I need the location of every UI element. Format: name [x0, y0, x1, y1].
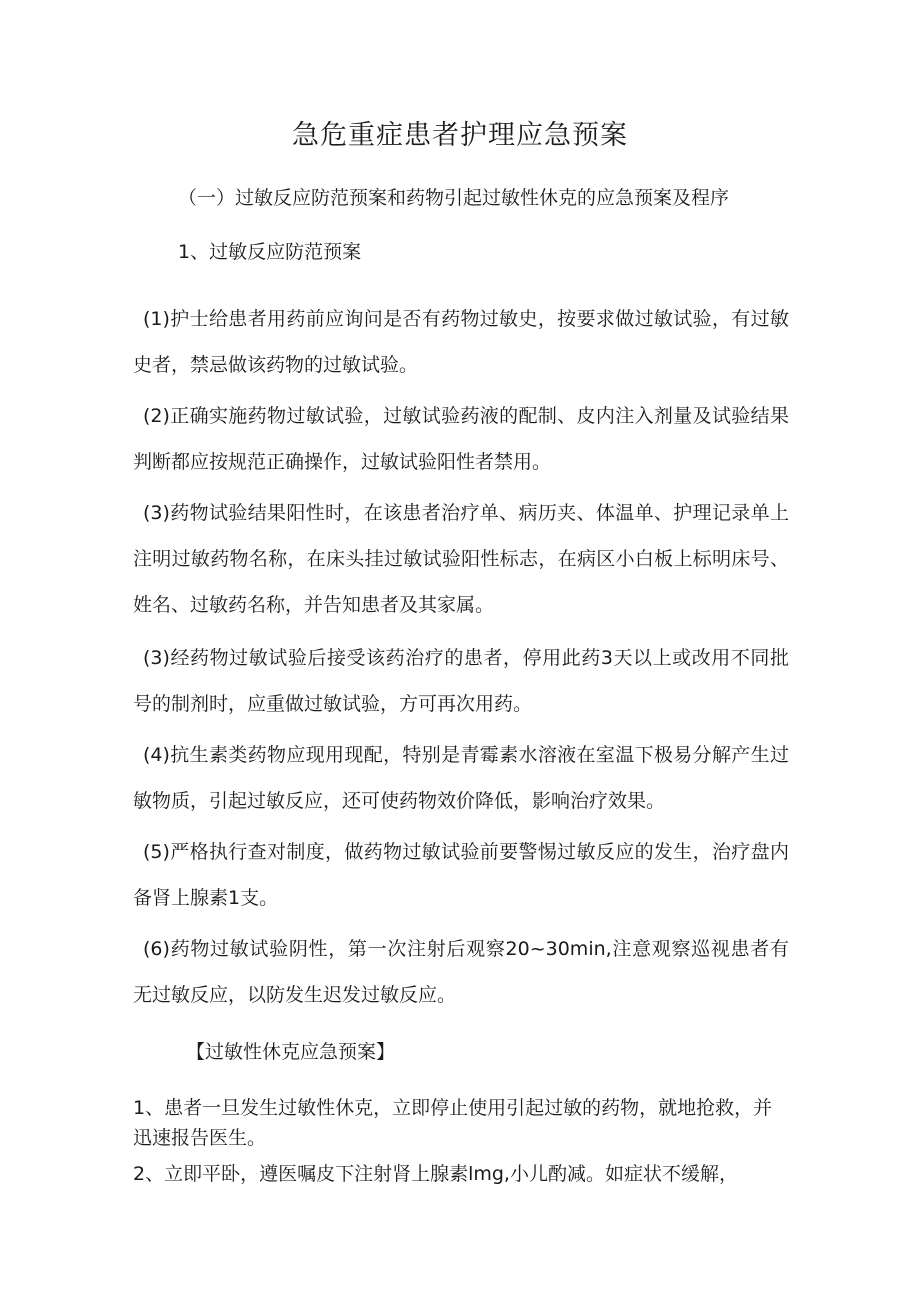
list-item: 1、患者一旦发生过敏性休克，立即停止使用引起过敏的药物，就地抢救，并迅速报告医生。: [133, 1097, 773, 1149]
paragraph: [133, 296, 789, 388]
paragraph: [133, 635, 789, 727]
paragraph-number: (5): [143, 841, 170, 863]
paragraph: [133, 393, 789, 485]
paragraph-number: (4): [143, 744, 170, 766]
paragraph: [133, 732, 789, 824]
paragraph: [133, 926, 789, 1018]
paragraph-text: 严格执行查对制度，做药物过敏试验前要警惕过敏反应的发生，治疗盘内备肾上腺素1支。: [133, 841, 789, 909]
paragraph-text: 抗生素类药物应现用现配，特别是青霉素水溶液在室温下极易分解产生过敏物质，引起过敏反应，还可使药物效价降低，影响治疗效果。: [133, 744, 789, 812]
document-title: 急危重症患者护理应急预案: [292, 120, 628, 151]
paragraph-text: 药物试验结果阳性时，在该患者治疗单、病历夹、体温单、护理记录单上注明过敏药物名称，在床头挂过敏试验阳性标志，在病区小白板上标明床号、姓名、过敏药名称，并告知患者及其家属。: [133, 502, 789, 616]
paragraph-number: (1): [143, 308, 170, 330]
document-subtitle: （一）过敏反应防范预案和药物引起过敏性休克的应急预案及程序: [178, 187, 730, 209]
paragraph-text: 经药物过敏试验后接受该药治疗的患者，停用此药3天以上或改用不同批号的制剂时，应重做过敏试验，方可再次用药。: [133, 647, 789, 715]
section-heading: 【过敏性休克应急预案】: [186, 1041, 396, 1063]
paragraph-text: 药物过敏试验阴性，第一次注射后观察20~30min,注意观察巡视患者有无过敏反应，以防发生迟发过敏反应。: [133, 938, 789, 1006]
paragraph-number: (6): [143, 938, 170, 960]
paragraph-number: (3): [143, 502, 170, 524]
paragraph-number: (3): [143, 647, 170, 669]
paragraph-text: 护士给患者用药前应询问是否有药物过敏史，按要求做过敏试验，有过敏史者，禁忌做该药物的过敏试验。: [133, 308, 789, 376]
list-item: 2、立即平卧，遵医嘱皮下注射肾上腺素lmg,小儿酌减。如症状不缓解，: [133, 1163, 738, 1185]
sub-heading: 1、过敏反应防范预案: [178, 241, 362, 263]
paragraph-number: (2): [143, 405, 170, 427]
paragraph: [133, 490, 789, 628]
paragraph: [133, 829, 789, 921]
paragraph-text: 正确实施药物过敏试验，过敏试验药液的配制、皮内注入剂量及试验结果判断都应按规范正确操作，过敏试验阳性者禁用。: [133, 405, 789, 473]
